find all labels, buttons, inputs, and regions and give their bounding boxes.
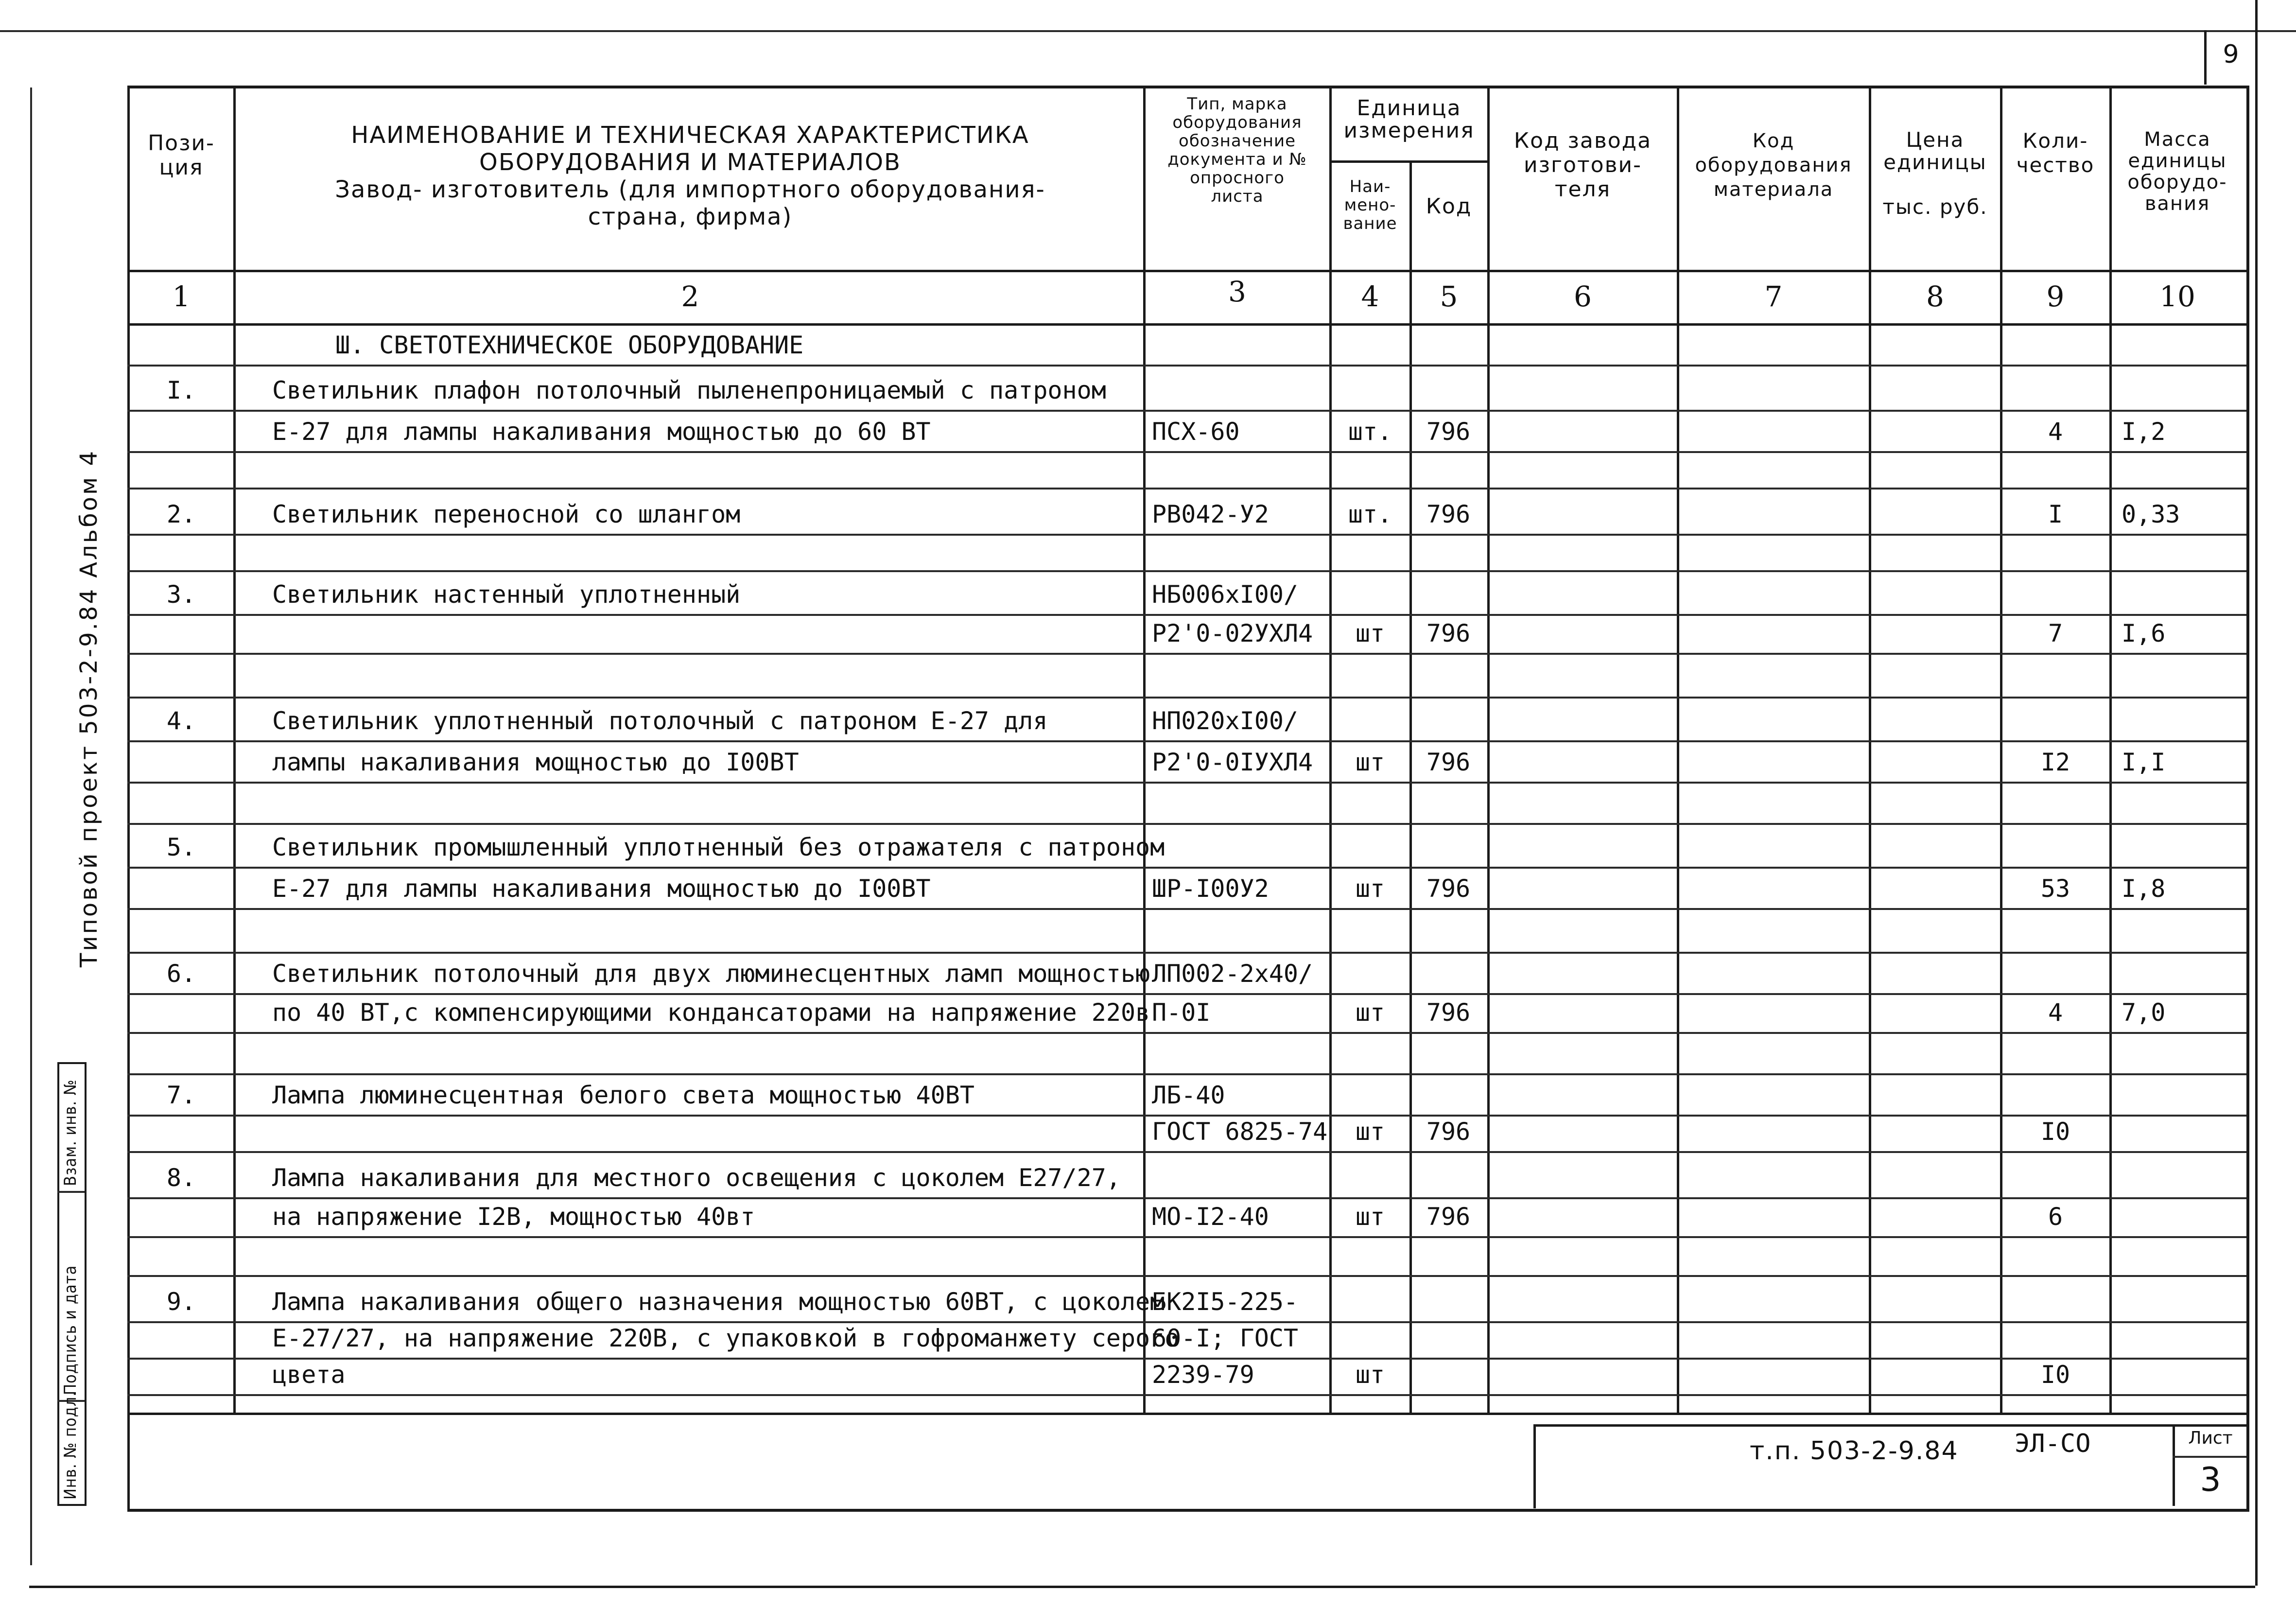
header-factory-code: Код завода изготови- теля	[1513, 128, 1652, 202]
table-row-line	[127, 488, 2246, 489]
table-row-line	[127, 1151, 2246, 1153]
row-name: Светильник потолочный для двух люминесцентных ламп мощностью	[272, 960, 1150, 988]
row-type: РВ042-У2	[1152, 500, 1269, 528]
row-quantity: I2	[2040, 748, 2070, 776]
row-unit-name: шт.	[1348, 500, 1392, 528]
table-row-line	[127, 782, 2246, 784]
header-unit-price: Цена единицы тыс. руб.	[1882, 128, 1988, 219]
title-block-sheet-divider	[2173, 1424, 2175, 1506]
stamp-divider-1	[57, 1191, 85, 1193]
col-number-4: 4	[1361, 280, 1379, 313]
document-designation: т.п. 503-2-9.84	[1750, 1436, 1959, 1466]
table-row-line	[127, 1394, 2246, 1396]
row-unit-mass: I,I	[2122, 748, 2166, 776]
row-name: на напряжение I2В, мощностью 40вт	[272, 1203, 755, 1231]
section-title-line	[127, 365, 2246, 367]
row-unit-name: шт	[1355, 1118, 1385, 1146]
page-number: 9	[2223, 40, 2239, 69]
row-position: 2.	[166, 500, 196, 528]
col-number-7: 7	[1764, 280, 1783, 313]
header-equipment-code: Код оборудования материала	[1695, 130, 1852, 201]
table-row-line	[127, 908, 2246, 910]
row-position: 8.	[166, 1164, 196, 1192]
row-unit-code: 796	[1426, 998, 1471, 1027]
row-unit-code: 796	[1426, 874, 1471, 903]
top-trim-line	[0, 30, 2296, 32]
row-position: I.	[166, 376, 196, 404]
row-unit-name: шт	[1355, 874, 1385, 903]
row-quantity: 6	[2048, 1203, 2063, 1231]
row-quantity: 4	[2048, 998, 2063, 1027]
stamp-replaced-inventory: Взам. инв. №	[61, 1079, 80, 1186]
unit-subheader-line	[1329, 160, 1487, 163]
row-type: Р2'0-0IУХЛ4	[1152, 748, 1313, 776]
row-quantity: 53	[2040, 874, 2070, 903]
table-row-line	[127, 570, 2246, 572]
row-type: ГОСТ 6825-74	[1152, 1118, 1328, 1146]
row-position: 6.	[166, 960, 196, 988]
row-unit-name: шт	[1355, 748, 1385, 776]
col-number-9: 9	[2046, 280, 2065, 313]
header-unit-code: Код	[1426, 194, 1472, 219]
table-left-border	[127, 86, 130, 1509]
row-type: НБ006хI00/	[1152, 580, 1299, 609]
col-number-bottom-line	[127, 323, 2246, 326]
section-title: Ш. СВЕТОТЕХНИЧЕСКОЕ ОБОРУДОВАНИЕ	[335, 331, 804, 359]
header-unit-group: Единица измерения	[1343, 96, 1475, 143]
col-number-1: 1	[172, 280, 191, 313]
table-row-line	[127, 952, 2246, 954]
row-quantity: 4	[2048, 418, 2063, 446]
document-code: ЭЛ-СО	[2015, 1429, 2091, 1458]
row-type: ШР-I00У2	[1152, 874, 1269, 903]
row-name: Светильник уплотненный потолочный с патроном Е-27 для	[272, 707, 1048, 735]
header-unit-mass: Масса единицы оборудо- вания	[2127, 128, 2227, 215]
row-type: НП020хI00/	[1152, 707, 1299, 735]
title-block-sheet-line	[2173, 1456, 2246, 1458]
row-name: цвета	[272, 1361, 346, 1389]
row-type: Р2'0-02УХЛ4	[1152, 619, 1313, 647]
right-trim-line	[2255, 0, 2258, 1586]
header-type: Тип, марка оборудования обозначение документа и № опросного листа	[1167, 94, 1307, 206]
col-number-6: 6	[1574, 280, 1592, 313]
header-quantity: Коли- чество	[2016, 129, 2095, 177]
row-name: Светильник плафон потолочный пыленепроницаемый с патроном	[272, 376, 1106, 404]
stamp-signature-date: Подпись и дата	[61, 1265, 80, 1395]
row-unit-code: 796	[1426, 500, 1471, 528]
row-quantity: 7	[2048, 619, 2063, 647]
row-unit-mass: I,2	[2122, 418, 2166, 446]
row-name: Светильник промышленный уплотненный без отражателя с патроном	[272, 833, 1165, 861]
left-trim-line	[30, 87, 32, 1565]
table-row-line	[127, 653, 2246, 655]
table-row-line	[127, 1236, 2246, 1238]
row-name: лампы накаливания мощностью до I00ВТ	[272, 748, 799, 776]
row-name: Светильник переносной со шлангом	[272, 500, 741, 528]
table-row-line	[127, 451, 2246, 453]
col-divider-2	[1143, 86, 1146, 1413]
col-number-8: 8	[1926, 280, 1944, 313]
row-quantity: I0	[2040, 1118, 2070, 1146]
col-number-3: 3	[1228, 275, 1246, 308]
table-row-line	[127, 1197, 2246, 1199]
header-unit-name: Наи- мено- вание	[1343, 177, 1397, 233]
row-name: Лампа накаливания общего назначения мощностью 60ВТ, с цоколем	[272, 1288, 1165, 1316]
col-number-10: 10	[2159, 280, 2195, 313]
table-row-line	[127, 410, 2246, 412]
row-unit-code: 796	[1426, 619, 1471, 647]
col-divider-1	[233, 86, 236, 1413]
row-type: МО-I2-40	[1152, 1203, 1269, 1231]
row-name: Е-27/27, на напряжение 220В, с упаковкой в гофроманжету серого	[272, 1324, 1180, 1352]
stamp-inventory-number: Инв. № подл.	[61, 1391, 80, 1500]
header-name: НАИМЕНОВАНИЕ И ТЕХНИЧЕСКАЯ ХАРАКТЕРИСТИКА ОБОРУДОВАНИЯ И МАТЕРИАЛОВ Завод- изготовитель (для импортного оборудования- страна, фирма)	[335, 122, 1045, 230]
row-unit-code: 796	[1426, 748, 1471, 776]
row-unit-code: 796	[1426, 418, 1471, 446]
row-unit-mass: I,6	[2122, 619, 2166, 647]
row-unit-name: шт	[1355, 998, 1385, 1027]
row-position: 9.	[166, 1288, 196, 1316]
row-type: ЛП002-2х40/	[1152, 960, 1313, 988]
sheet-number: 3	[2200, 1461, 2221, 1499]
row-name: Лампа накаливания для местного освещения с цоколем Е27/27,	[272, 1164, 1121, 1192]
table-row-line	[127, 823, 2246, 825]
row-unit-name: шт.	[1348, 418, 1392, 446]
side-inscription: Типовой проект 503-2-9.84 Альбом 4	[75, 449, 103, 967]
row-name: Е-27 для лампы накаливания мощностью до I00ВТ	[272, 874, 931, 903]
row-name: Е-27 для лампы накаливания мощностью до 60 ВТ	[272, 418, 931, 446]
row-position: 5.	[166, 833, 196, 861]
row-unit-name: шт	[1355, 1361, 1385, 1389]
table-row-line	[127, 867, 2246, 869]
header-bottom-line	[127, 270, 2246, 272]
table-row-line	[127, 993, 2246, 995]
row-name: Светильник настенный уплотненный	[272, 580, 741, 609]
table-row-line	[127, 1358, 2246, 1360]
table-row-line	[127, 614, 2246, 616]
row-unit-mass: 7,0	[2122, 998, 2166, 1027]
page-number-box-left	[2204, 30, 2207, 85]
table-body-bottom-line	[127, 1413, 2246, 1415]
row-unit-name: шт	[1355, 619, 1385, 647]
row-name: по 40 ВТ,с компенсирующими кондансаторами на напряжение 220в	[272, 998, 1150, 1027]
table-row-line	[127, 1115, 2246, 1117]
row-type: ПСХ-60	[1152, 418, 1240, 446]
row-quantity: I0	[2040, 1361, 2070, 1389]
table-row-line	[127, 1275, 2246, 1277]
bottom-trim-line	[29, 1586, 2255, 1588]
table-row-line	[127, 1321, 2246, 1323]
row-position: 3.	[166, 580, 196, 609]
table-row-line	[127, 740, 2246, 742]
row-name: Лампа люминесцентная белого света мощностью 40ВТ	[272, 1081, 974, 1109]
row-type: ЛБ-40	[1152, 1081, 1225, 1109]
row-type: П-0I	[1152, 998, 1211, 1027]
sheet-label: Лист	[2188, 1428, 2233, 1448]
table-row-line	[127, 534, 2246, 536]
row-type: 60-I; ГОСТ	[1152, 1324, 1299, 1352]
col-number-2: 2	[681, 280, 699, 313]
row-unit-mass: 0,33	[2122, 500, 2180, 528]
row-position: 4.	[166, 707, 196, 735]
row-position: 7.	[166, 1081, 196, 1109]
table-row-line	[127, 1073, 2246, 1075]
row-type: БК2I5-225-	[1152, 1288, 1299, 1316]
col-number-5: 5	[1440, 280, 1458, 313]
row-unit-name: шт	[1355, 1203, 1385, 1231]
header-position: Пози- ция	[148, 131, 215, 180]
table-row-line	[127, 697, 2246, 699]
row-unit-code: 796	[1426, 1118, 1471, 1146]
row-unit-code: 796	[1426, 1203, 1471, 1231]
row-unit-mass: I,8	[2122, 874, 2166, 903]
row-type: 2239-79	[1152, 1361, 1254, 1389]
row-quantity: I	[2048, 500, 2063, 528]
table-row-line	[127, 1032, 2246, 1034]
